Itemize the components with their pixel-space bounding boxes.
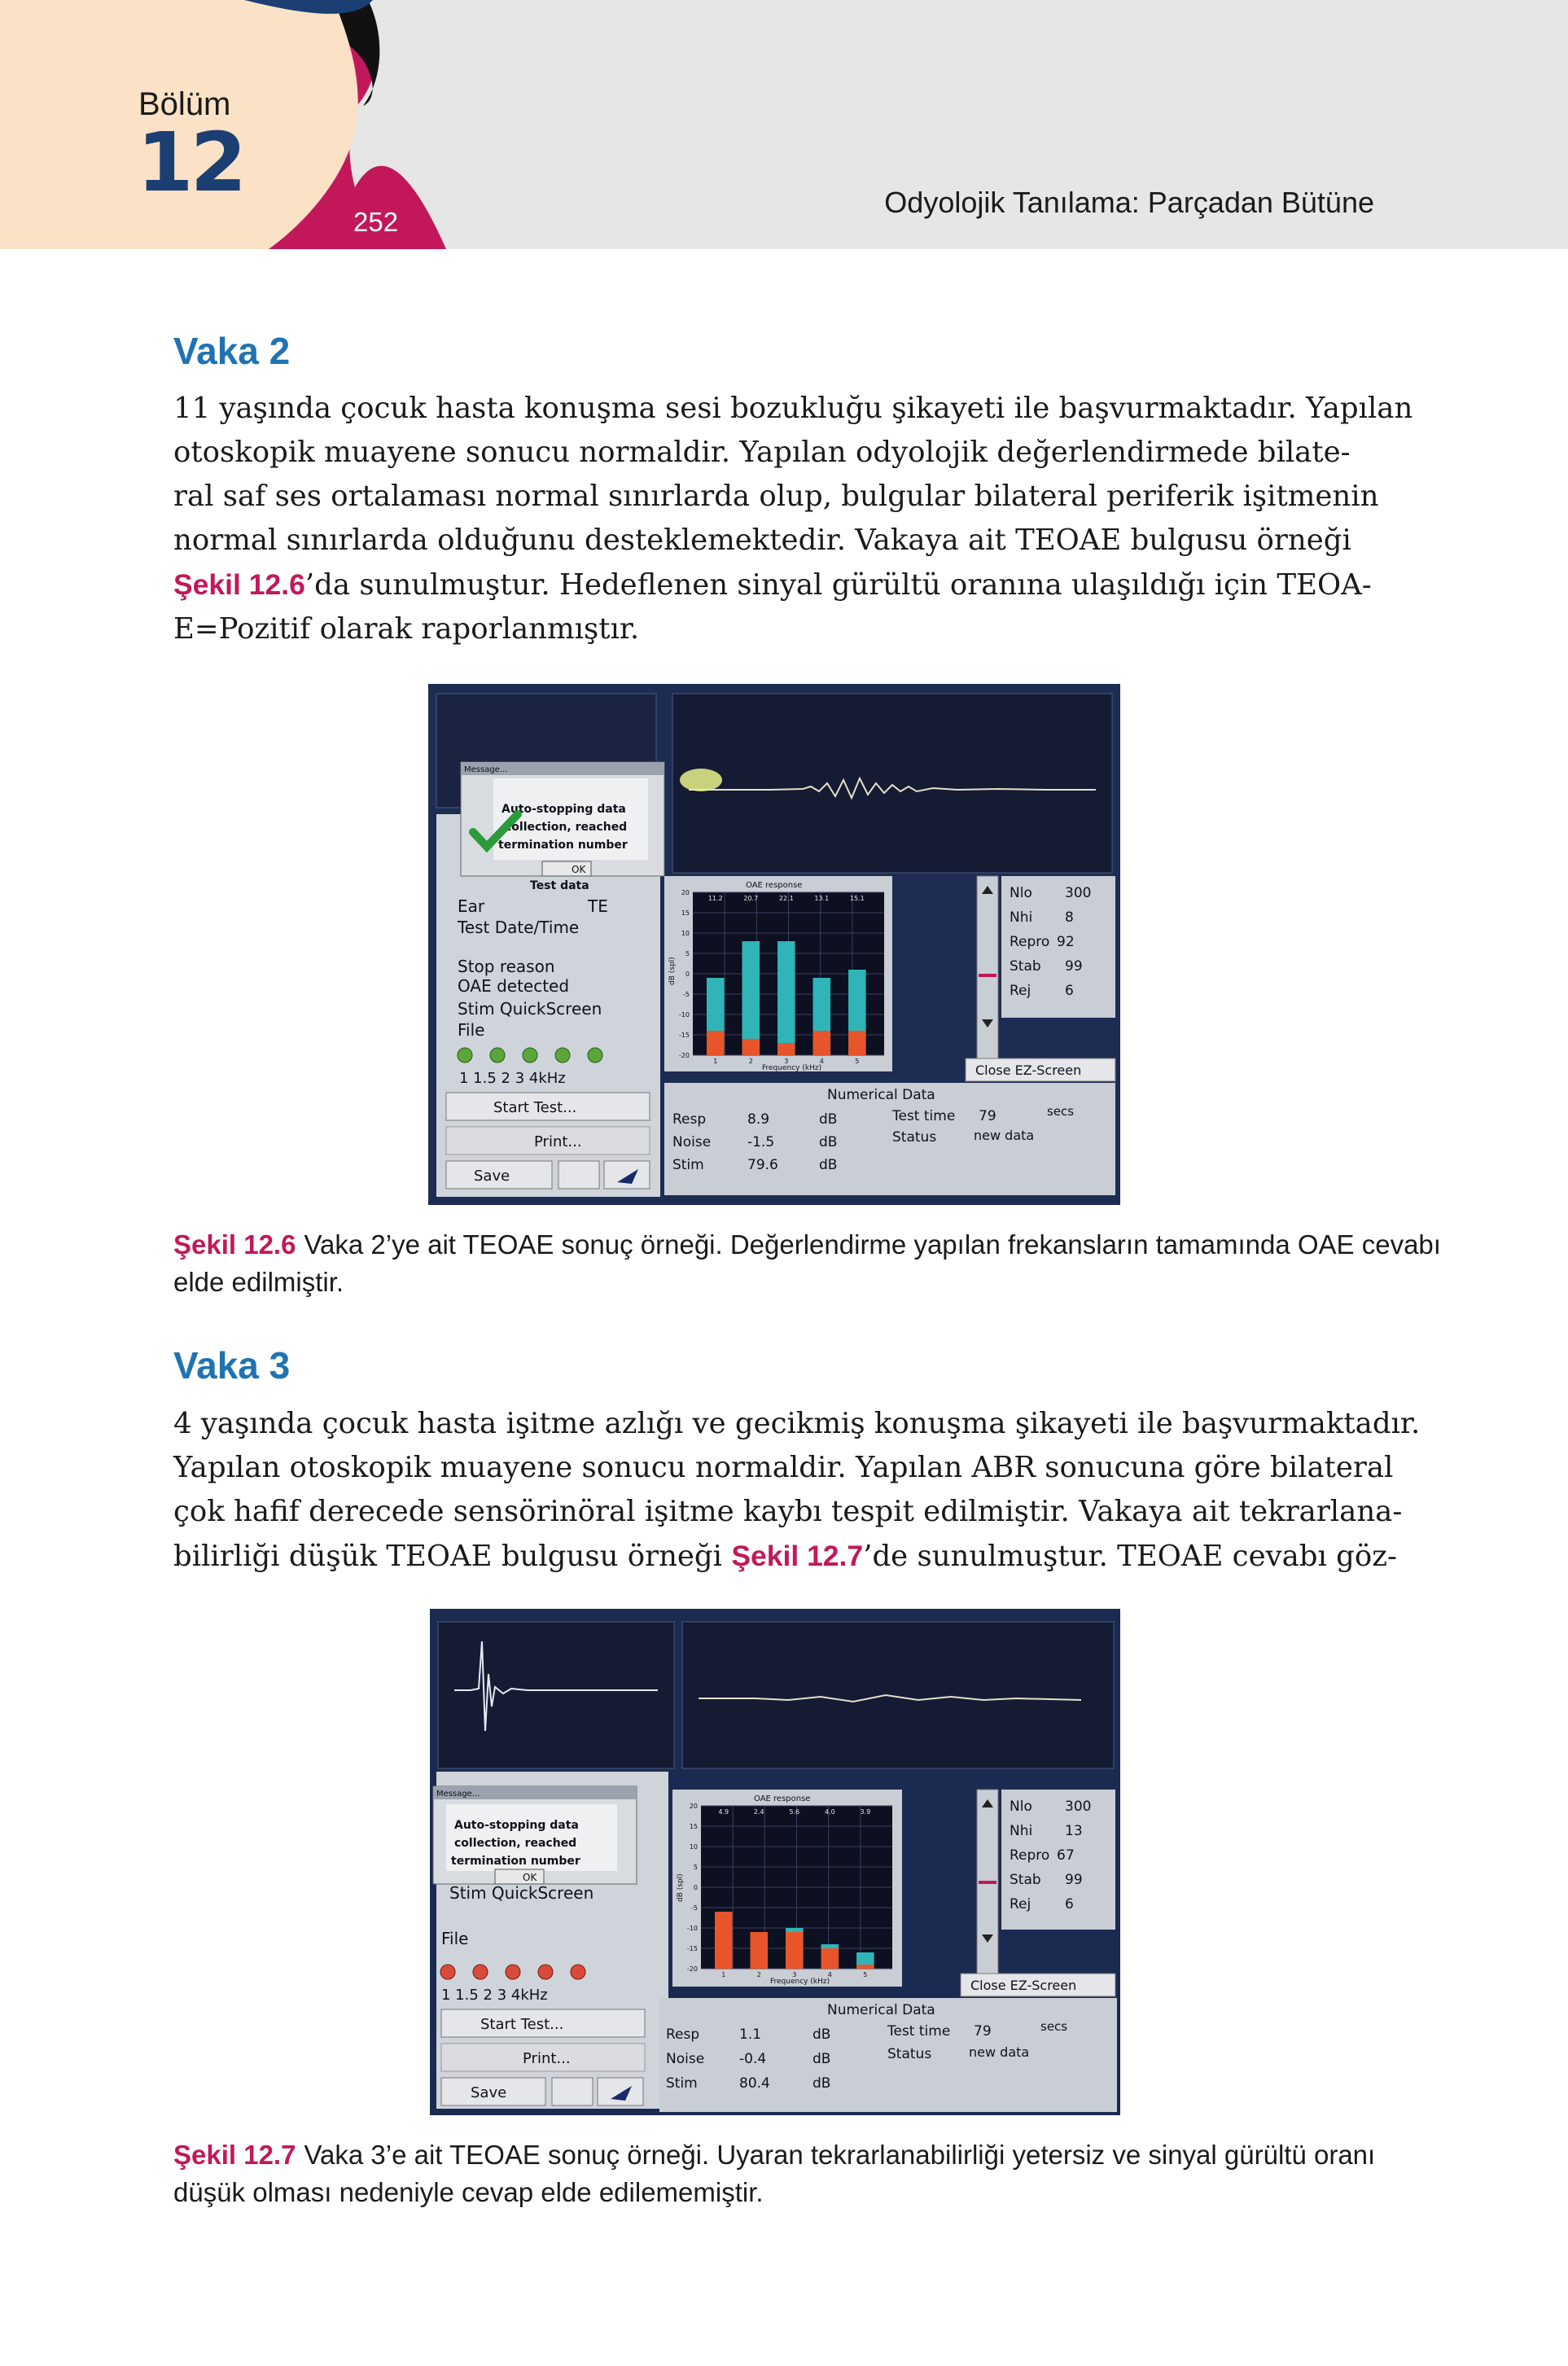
y-tick-label: 15 xyxy=(681,909,690,917)
paragraph-line: 4 yaşında çocuk hasta işitme azlığı ve gecikmiş konuşma şikayeti ile başvurmaktadır. xyxy=(173,1407,1421,1440)
frequency-axis-label: Frequency (kHz) xyxy=(762,1064,822,1072)
stim-value: 79.6 xyxy=(747,1157,778,1173)
x-tick-label: 4 xyxy=(827,1971,832,1978)
x-tick-label: 2 xyxy=(748,1058,753,1065)
stim-value: 80.4 xyxy=(739,2075,770,2092)
stat-value: 300 xyxy=(1065,885,1092,901)
figure-12-6-photo xyxy=(428,684,1120,1205)
x-tick-label: 2 xyxy=(756,1971,761,1978)
print-label: Print... xyxy=(534,1133,582,1150)
paragraph-line: Yapılan otoskopik muayene sonucu normaldir. Yapılan ABR sonucuna göre bilateral xyxy=(173,1451,1394,1484)
x-tick-label: 3 xyxy=(784,1058,789,1065)
frequency-labels: 1 1.5 2 3 4kHz xyxy=(459,1070,566,1087)
status-value: new data xyxy=(969,2044,1030,2060)
stat-value: 13 xyxy=(1065,1823,1083,1839)
y-tick-label: -5 xyxy=(691,1904,698,1912)
paragraph-vaka-3 xyxy=(173,1402,1421,1579)
y-tick-label: -20 xyxy=(678,1052,690,1059)
book-title: Odyolojik Tanılama: Parçadan Bütüne xyxy=(884,186,1374,219)
stim-value-label: Stim xyxy=(672,1157,704,1173)
close-ez-screen-label: Close EZ-Screen xyxy=(970,1978,1077,1993)
stat-value: 92 xyxy=(1057,934,1075,950)
message-line: Auto-stopping data xyxy=(454,1819,579,1832)
stat-label: Repro xyxy=(1010,1847,1050,1864)
stop-reason-label: Stop reason xyxy=(458,957,555,976)
stat-label: Stab xyxy=(1010,958,1041,975)
frequency-labels: 1 1.5 2 3 4kHz xyxy=(441,1987,548,2004)
noise-bar xyxy=(786,1932,804,1969)
snr-label: 5.6 xyxy=(789,1808,800,1816)
stat-label: Nlo xyxy=(1010,885,1032,901)
stat-label: Nlo xyxy=(1010,1799,1032,1815)
test-time-label: Test time xyxy=(892,1108,956,1124)
paragraph-line: normal sınırlarda olduğunu desteklemektedir. Vakaya ait TEOAE bulgusu örneği xyxy=(173,524,1351,557)
y-tick-label: 10 xyxy=(681,930,690,937)
snr-label: 11.2 xyxy=(707,895,723,902)
resp-value: 1.1 xyxy=(739,2026,762,2043)
y-tick-label: 10 xyxy=(689,1843,698,1851)
resp-label: Resp xyxy=(666,2026,700,2043)
snr-label: 20.7 xyxy=(743,895,759,902)
stim-label: Stim QuickScreen xyxy=(449,1883,594,1903)
test-date-label: Test Date/Time xyxy=(458,918,580,937)
oae-response-label: OAE response xyxy=(754,1794,811,1803)
x-tick-label: 1 xyxy=(721,1971,726,1978)
noise-unit: dB xyxy=(819,1134,838,1150)
arrow-button[interactable] xyxy=(598,2078,643,2105)
test-data-label: Test data xyxy=(530,879,589,892)
y-tick-label: 20 xyxy=(681,889,690,896)
ear-label: Ear xyxy=(458,896,485,916)
noise-bar xyxy=(715,1912,733,1969)
status-label: Status xyxy=(892,1129,937,1146)
settings-button[interactable] xyxy=(552,2078,593,2105)
test-time-unit: secs xyxy=(1047,1104,1075,1119)
close-ez-screen-label: Close EZ-Screen xyxy=(975,1063,1082,1078)
noise-bar xyxy=(813,1031,831,1055)
y-tick-label: 0 xyxy=(693,1884,698,1891)
noise-label: Noise xyxy=(666,2051,705,2067)
message-line: termination number xyxy=(451,1855,580,1868)
stat-value: 300 xyxy=(1065,1799,1092,1815)
y-tick-label: 5 xyxy=(685,950,690,957)
figure-12-7-photo xyxy=(430,1609,1120,2115)
x-tick-label: 5 xyxy=(863,1971,868,1978)
y-tick-label: 5 xyxy=(693,1864,698,1871)
chapter-label: Bölüm xyxy=(138,86,231,122)
stat-label: Repro xyxy=(1010,934,1050,950)
noise-bar xyxy=(821,1948,839,1969)
snr-label: 4.9 xyxy=(718,1808,729,1816)
snr-label: 15.1 xyxy=(849,895,865,902)
paragraph-vaka-2 xyxy=(173,387,1413,651)
y-tick-label: -5 xyxy=(683,991,690,998)
paragraph-line: Şekil 12.6’da sunulmuştur. Hedeflenen sinyal gürültü oranına ulaşıldığı için TEOA- xyxy=(173,568,1372,602)
resp-value: 8.9 xyxy=(747,1111,770,1128)
db-axis-label: dB (spl) xyxy=(677,1873,685,1902)
ear-value: TE xyxy=(588,896,608,916)
stat-value: 6 xyxy=(1065,1896,1074,1913)
paragraph-line: ral saf ses ortalaması normal sınırlarda olup, bulgular bilateral periferik işitmenin xyxy=(173,480,1379,513)
start-test-label: Start Test... xyxy=(480,2016,564,2033)
response-bar xyxy=(777,941,795,1055)
message-title: Message... xyxy=(464,765,508,774)
figure-reference-12-6[interactable]: Şekil 12.6 xyxy=(173,568,305,601)
stat-value: 99 xyxy=(1065,958,1083,975)
noise-bar xyxy=(707,1031,725,1055)
resp-label: Resp xyxy=(672,1111,707,1128)
noise-bar xyxy=(856,1965,874,1969)
y-tick-label: 20 xyxy=(689,1803,698,1810)
y-tick-label: 15 xyxy=(689,1823,698,1830)
y-tick-label: 0 xyxy=(685,970,690,978)
caption-text: düşük olması nedeniyle cevap elde edilememiştir. xyxy=(173,2177,764,2207)
message-line: termination number xyxy=(498,839,628,852)
test-time-label: Test time xyxy=(887,2023,951,2040)
paragraph-line: bilirliği düşük TEOAE bulgusu örneği Şekil 12.7’de sunulmuştur. TEOAE cevabı göz- xyxy=(173,1540,1397,1573)
start-test-label: Start Test... xyxy=(493,1099,577,1116)
section-title-vaka-2: Vaka 2 xyxy=(173,330,291,372)
y-tick-label: -20 xyxy=(686,1965,698,1973)
oae-detected-label: OAE detected xyxy=(458,976,570,996)
stim-value-label: Stim xyxy=(666,2075,698,2092)
chapter-number: 12 xyxy=(137,115,244,210)
noise-unit: dB xyxy=(812,2051,831,2067)
file-label: File xyxy=(441,1929,469,1948)
arrow-button[interactable] xyxy=(604,1161,650,1189)
stat-label: Rej xyxy=(1010,1896,1031,1913)
x-tick-label: 5 xyxy=(855,1058,860,1065)
snr-label: 3.9 xyxy=(860,1808,871,1816)
figure-reference-12-7[interactable]: Şekil 12.7 xyxy=(731,1540,864,1572)
paragraph-line: 11 yaşında çocuk hasta konuşma sesi bozukluğu şikayeti ile başvurmaktadır. Yapılan xyxy=(173,392,1413,425)
oae-response-label: OAE response xyxy=(746,881,803,890)
test-time-unit: secs xyxy=(1040,2019,1068,2034)
stim-label: Stim QuickScreen xyxy=(458,999,602,1019)
stat-value: 6 xyxy=(1065,983,1074,999)
stat-value: 67 xyxy=(1057,1847,1075,1864)
stat-value: 99 xyxy=(1065,1872,1083,1888)
message-line: collection, reached xyxy=(454,1837,577,1850)
caption-text: Vaka 3’e ait TEOAE sonuç örneği. Uyaran tekrarlanabilirliği yetersiz ve sinyal gürültü oranı xyxy=(304,2140,1376,2170)
figure-caption-12-7 xyxy=(173,2136,1376,2211)
db-axis-label: dB (spl) xyxy=(668,957,677,985)
message-title: Message... xyxy=(436,1790,480,1799)
ok-label: OK xyxy=(523,1872,537,1883)
snr-label: 2.4 xyxy=(753,1808,764,1816)
test-time-value: 79 xyxy=(974,2023,992,2040)
noise-value: -0.4 xyxy=(739,2051,767,2067)
stim-unit: dB xyxy=(819,1157,838,1173)
x-tick-label: 1 xyxy=(713,1058,718,1065)
snr-label: 13.1 xyxy=(814,895,830,902)
test-time-value: 79 xyxy=(979,1108,996,1124)
snr-label: 22.1 xyxy=(778,895,794,902)
save-label: Save xyxy=(474,1168,510,1185)
y-tick-label: -15 xyxy=(678,1032,690,1039)
resp-unit: dB xyxy=(819,1111,838,1128)
stim-unit: dB xyxy=(812,2075,831,2092)
y-tick-label: -10 xyxy=(678,1011,690,1019)
status-label: Status xyxy=(887,2046,932,2062)
paragraph-line: E=Pozitif olarak raporlanmıştır. xyxy=(173,612,640,646)
page-header xyxy=(0,0,1568,249)
paragraph-line: otoskopik muayene sonucu normaldir. Yapılan odyolojik değerlendirmede bilate- xyxy=(173,436,1351,469)
noise-label: Noise xyxy=(672,1134,712,1150)
caption-text: elde edilmiştir. xyxy=(173,1267,344,1297)
file-label: File xyxy=(458,1020,485,1040)
stat-value: 8 xyxy=(1065,909,1074,926)
noise-bar xyxy=(777,1043,795,1055)
message-line: Auto-stopping data xyxy=(501,803,626,816)
x-tick-label: 3 xyxy=(792,1971,797,1978)
save-label: Save xyxy=(471,2084,507,2101)
page-number: 252 xyxy=(353,207,399,237)
caption-label: Şekil 12.6 xyxy=(173,1229,296,1260)
noise-bar xyxy=(742,1039,760,1055)
caption-label: Şekil 12.7 xyxy=(173,2140,296,2170)
status-value: new data xyxy=(974,1128,1035,1143)
stat-label: Rej xyxy=(1010,983,1031,999)
resp-unit: dB xyxy=(812,2026,831,2043)
response-bar xyxy=(742,941,760,1055)
ok-label: OK xyxy=(572,864,586,875)
numerical-data-label: Numerical Data xyxy=(827,2002,935,2018)
frequency-axis-label: Frequency (kHz) xyxy=(770,1978,830,1986)
x-tick-label: 4 xyxy=(819,1058,824,1065)
stat-label: Nhi xyxy=(1010,1823,1033,1839)
noise-value: -1.5 xyxy=(747,1134,775,1150)
section-title-vaka-3: Vaka 3 xyxy=(173,1344,291,1387)
y-tick-label: -15 xyxy=(686,1945,698,1952)
snr-label: 4.0 xyxy=(824,1808,835,1816)
message-line: collection, reached xyxy=(505,821,628,834)
print-label: Print... xyxy=(523,2050,571,2067)
caption-text: Vaka 2’ye ait TEOAE sonuç örneği. Değerlendirme yapılan frekansların tamamında OAE cevabı xyxy=(304,1229,1441,1260)
settings-button[interactable] xyxy=(558,1161,599,1189)
scroll-control[interactable] xyxy=(977,876,998,1063)
paragraph-line: çok hafif derecede sensörinöral işitme kaybı tespit edilmiştir. Vakaya ait tekrarlana- xyxy=(173,1495,1403,1528)
stat-label: Stab xyxy=(1010,1872,1041,1888)
noise-bar xyxy=(848,1031,866,1055)
numerical-data-label: Numerical Data xyxy=(827,1087,935,1103)
y-tick-label: -10 xyxy=(686,1925,698,1932)
stat-label: Nhi xyxy=(1010,909,1033,926)
figure-caption-12-6 xyxy=(173,1226,1441,1301)
noise-bar xyxy=(751,1932,769,1969)
